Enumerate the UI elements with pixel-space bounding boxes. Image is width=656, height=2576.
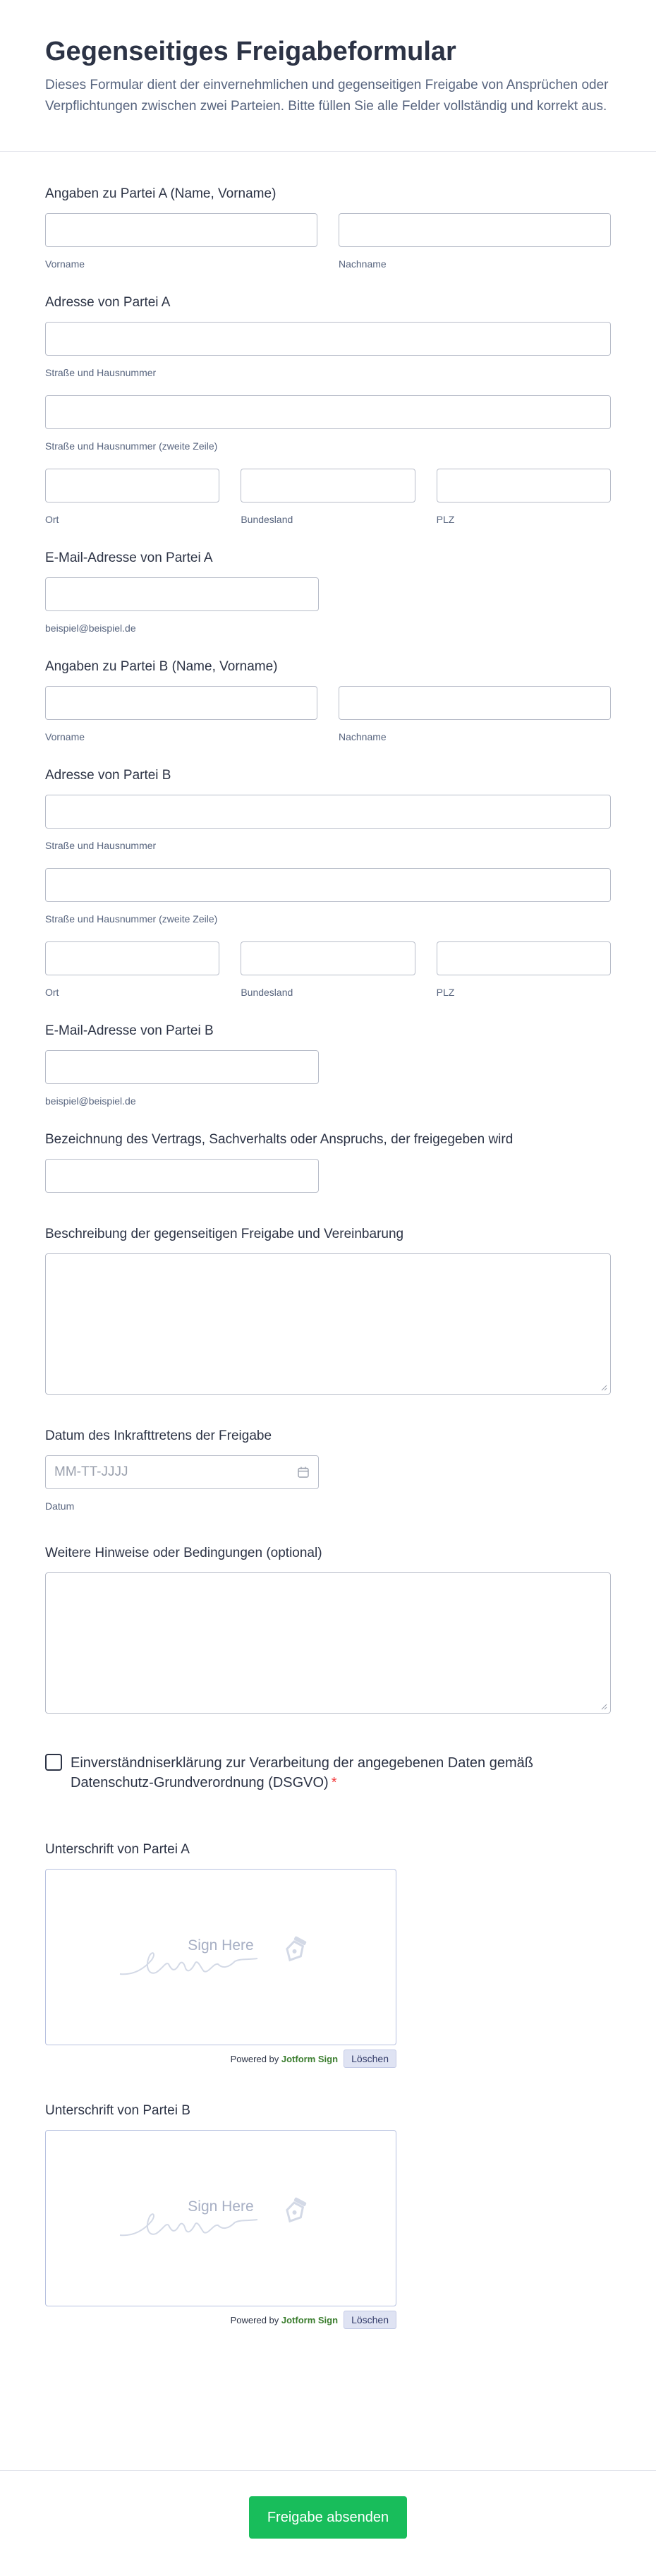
party-a-first-name-input[interactable]	[45, 213, 317, 247]
party-b-street-sublabel: Straße und Hausnummer	[45, 840, 157, 852]
party-b-state-sublabel: Bundesland	[241, 987, 293, 999]
resize-grip-icon[interactable]	[600, 1703, 607, 1710]
party-a-zip-input[interactable]	[437, 469, 611, 502]
jotform-sign-brand: Jotform Sign	[281, 2053, 339, 2064]
party-b-street-input[interactable]	[45, 795, 611, 829]
party-b-address-label: Adresse von Partei B	[45, 768, 171, 783]
party-b-city-sublabel: Ort	[45, 987, 59, 999]
signature-b-footer	[45, 2311, 396, 2329]
party-a-email-input[interactable]	[45, 577, 319, 611]
signature-a-question	[38, 1842, 618, 2068]
description-textarea[interactable]	[45, 1253, 611, 1395]
party-a-state-sublabel: Bundesland	[241, 514, 293, 526]
party-a-email-question	[38, 550, 618, 634]
contract-question	[38, 1132, 618, 1193]
party-b-email-sublabel: beispiel@beispiel.de	[45, 1095, 136, 1107]
party-a-street-sublabel: Straße und Hausnummer	[45, 367, 157, 379]
signature-a-placeholder: Sign Here	[188, 1937, 254, 1954]
party-a-last-name-sublabel: Nachname	[339, 258, 387, 270]
party-a-name-question	[38, 186, 618, 270]
form-body	[0, 186, 656, 2329]
description-label: Beschreibung der gegenseitigen Freigabe und Vereinbarung	[45, 1227, 404, 1242]
party-b-name-label: Angaben zu Partei B (Name, Vorname)	[45, 659, 278, 675]
party-b-last-name-sublabel: Nachname	[339, 731, 387, 743]
party-b-address-question	[38, 768, 618, 998]
contract-input[interactable]	[45, 1159, 319, 1193]
signature-a-label: Unterschrift von Partei A	[45, 1842, 190, 1858]
notes-question	[38, 1546, 618, 1714]
party-b-zip-sublabel: PLZ	[436, 987, 455, 999]
form-header	[0, 0, 656, 152]
party-a-name-label: Angaben zu Partei A (Name, Vorname)	[45, 186, 277, 202]
signature-a-pad[interactable]	[45, 1869, 396, 2045]
calendar-icon[interactable]	[297, 1466, 310, 1479]
notes-label: Weitere Hinweise oder Bedingungen (optional)	[45, 1546, 322, 1561]
party-a-city-input[interactable]	[45, 469, 219, 502]
date-placeholder: MM-TT-JJJJ	[54, 1464, 128, 1480]
party-a-address-question	[38, 295, 618, 525]
party-a-city-sublabel: Ort	[45, 514, 59, 526]
party-a-street2-input[interactable]	[45, 395, 611, 429]
resize-grip-icon[interactable]	[600, 1384, 607, 1391]
party-b-street2-sublabel: Straße und Hausnummer (zweite Zeile)	[45, 913, 218, 925]
notes-textarea[interactable]	[45, 1572, 611, 1714]
powered-by-text: Powered by Jotform Sign	[230, 2314, 339, 2325]
required-asterisk: *	[331, 1775, 337, 1791]
party-a-address-label: Adresse von Partei A	[45, 295, 171, 311]
party-b-name-question	[38, 659, 618, 742]
date-input[interactable]	[45, 1455, 319, 1489]
contract-label: Bezeichnung des Vertrags, Sachverhalts oder Anspruchs, der freigegeben wird	[45, 1132, 514, 1148]
party-b-last-name-input[interactable]	[339, 686, 611, 720]
party-b-first-name-sublabel: Vorname	[45, 731, 85, 743]
party-a-street-input[interactable]	[45, 322, 611, 356]
description-question	[38, 1227, 618, 1395]
submit-button[interactable]: Freigabe absenden	[249, 2496, 407, 2539]
form-description: Dieses Formular dient der einvernehmlichen und gegenseitigen Freigabe von Ansprüchen oder Verpflichtungen zwischen zwei Parteien. Bitte füllen Sie alle Felder vollständig und korrekt aus.	[45, 77, 609, 114]
party-a-zip-sublabel: PLZ	[436, 514, 455, 526]
party-a-email-sublabel: beispiel@beispiel.de	[45, 622, 136, 634]
consent-label-wrap	[71, 1753, 564, 1793]
consent-question	[38, 1753, 618, 1793]
party-a-email-label: E-Mail-Adresse von Partei A	[45, 550, 213, 566]
signature-a-footer	[45, 2050, 396, 2068]
signature-b-question	[38, 2103, 618, 2329]
signature-b-label: Unterschrift von Partei B	[45, 2103, 190, 2119]
jotform-sign-brand: Jotform Sign	[281, 2314, 339, 2325]
form-title: Gegenseitiges Freigabeformular	[45, 37, 456, 66]
consent-checkbox[interactable]	[45, 1754, 62, 1771]
party-b-city-input[interactable]	[45, 941, 219, 975]
party-b-email-label: E-Mail-Adresse von Partei B	[45, 1023, 214, 1039]
party-b-email-question	[38, 1023, 618, 1107]
signature-scribble-icon	[46, 1870, 397, 2046]
date-question	[38, 1428, 618, 1512]
date-label: Datum des Inkrafttretens der Freigabe	[45, 1428, 272, 1444]
signature-b-clear-button[interactable]: Löschen	[344, 2311, 396, 2329]
party-a-street2-sublabel: Straße und Hausnummer (zweite Zeile)	[45, 440, 218, 452]
signature-scribble-icon	[46, 2131, 397, 2307]
form-footer	[0, 2470, 656, 2576]
date-sublabel: Datum	[45, 1500, 75, 1512]
signature-a-clear-button[interactable]: Löschen	[344, 2050, 396, 2068]
party-b-first-name-input[interactable]	[45, 686, 317, 720]
party-b-street2-input[interactable]	[45, 868, 611, 902]
party-b-state-input[interactable]	[241, 941, 415, 975]
party-a-last-name-input[interactable]	[339, 213, 611, 247]
signature-b-placeholder: Sign Here	[188, 2198, 254, 2215]
signature-b-pad[interactable]	[45, 2130, 396, 2306]
party-a-first-name-sublabel: Vorname	[45, 258, 85, 270]
powered-by-text: Powered by Jotform Sign	[230, 2053, 339, 2064]
party-a-state-input[interactable]	[241, 469, 415, 502]
party-b-zip-input[interactable]	[437, 941, 611, 975]
party-b-email-input[interactable]	[45, 1050, 319, 1084]
consent-label: Einverständniserklärung zur Verarbeitung der angegebenen Daten gemäß Datenschutz-Grundverordnung (DSGVO)	[71, 1755, 533, 1791]
